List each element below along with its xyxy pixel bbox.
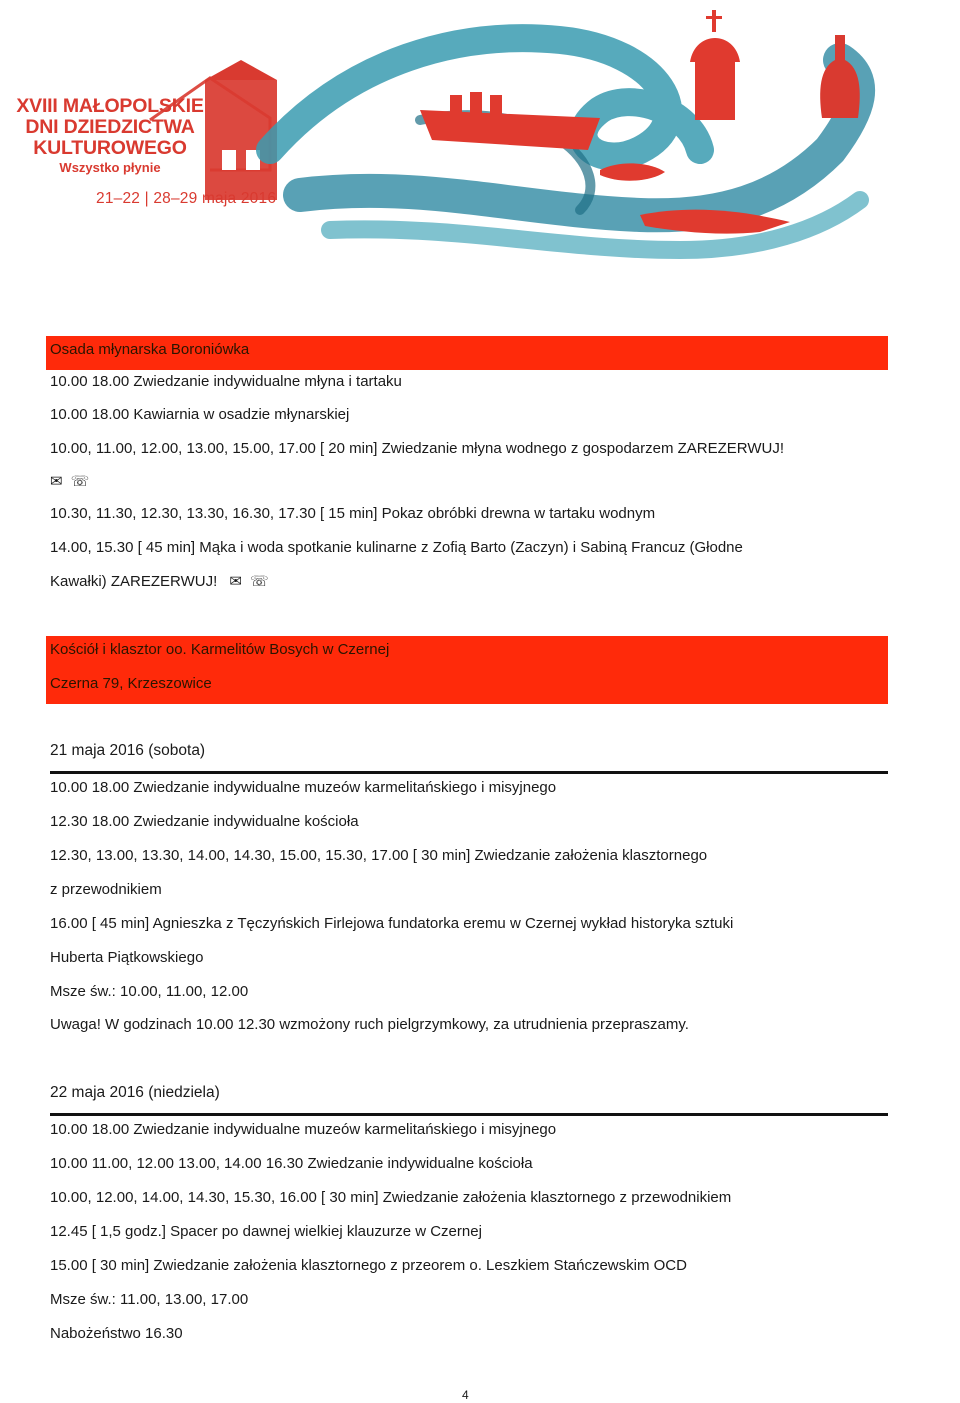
- day-heading-saturday: 21 maja 2016 (sobota): [50, 742, 206, 759]
- contact-icons: [50, 472, 97, 491]
- schedule-line: Msze św.: 10.00, 11.00, 12.00: [50, 983, 249, 1000]
- mail-icon[interactable]: ✉: [229, 572, 242, 590]
- schedule-line: 14.00, 15.30 [ 45 min] Mąka i woda spotkanie kulinarne z Zofią Barto (Zaczyn) i Sabiną Francuz (Głodne: [50, 539, 743, 556]
- schedule-line: 12.45 [ 1,5 godz.] Spacer po dawnej wielkiej klauzurze w Czernej: [50, 1223, 482, 1240]
- festival-title-line-2: DNI DZIEDZICTWA: [25, 116, 195, 138]
- festival-title-line-3: KULTUROWEGO: [33, 137, 187, 159]
- schedule-line: 10.00 18.00 Kawiarnia w osadzie młynarskiej: [50, 406, 350, 423]
- schedule-line: 12.30, 13.00, 13.30, 14.00, 14.30, 15.00, 15.30, 17.00 [ 30 min] Zwiedzanie założenia klasztornego: [50, 847, 708, 864]
- festival-banner: [0, 0, 960, 300]
- schedule-line: 10.00 18.00 Zwiedzanie indywidualne muzeów karmelitańskiego i misyjnego: [50, 779, 557, 796]
- schedule-line: 10.00 18.00 Zwiedzanie indywidualne młyna i tartaku: [50, 373, 402, 390]
- schedule-line: 16.00 [ 45 min] Agnieszka z Tęczyńskich Firlejowa fundatorka eremu w Czernej wykład historyka sztuki: [50, 915, 734, 932]
- schedule-line: z przewodnikiem: [50, 881, 162, 898]
- phone-icon[interactable]: ☏: [250, 572, 269, 590]
- section-address: Czerna 79, Krzeszowice: [50, 675, 212, 692]
- divider: [50, 771, 888, 774]
- schedule-line: 12.30 18.00 Zwiedzanie indywidualne kościoła: [50, 813, 359, 830]
- schedule-line: Msze św.: 11.00, 13.00, 17.00: [50, 1291, 249, 1308]
- schedule-line: Nabożeństwo 16.30: [50, 1325, 183, 1342]
- schedule-line-with-icons: [50, 572, 277, 591]
- section-title: Osada młynarska Boroniówka: [50, 341, 250, 358]
- phone-icon[interactable]: ☏: [70, 472, 90, 490]
- section-title: Kościół i klasztor oo. Karmelitów Bosych w Czernej: [50, 641, 390, 658]
- schedule-line: Uwaga! W godzinach 10.00 12.30 wzmożony ruch pielgrzymkowy, za utrudnienia przepraszamy.: [50, 1016, 689, 1033]
- section-header-czerna: [46, 636, 888, 704]
- festival-dates: 21–22 | 28–29 maja 2016: [96, 190, 277, 207]
- schedule-line: Kawałki) ZAREZERWUJ!: [50, 573, 218, 590]
- schedule-line: 10.00, 11.00, 12.00, 13.00, 15.00, 17.00 [ 20 min] Zwiedzanie młyna wodnego z gospodarzem ZAREZERWUJ!: [50, 440, 785, 457]
- festival-subtitle: Wszystko płynie: [59, 160, 161, 175]
- schedule-line: Huberta Piątkowskiego: [50, 949, 204, 966]
- festival-title: [10, 96, 210, 175]
- page-number: 4: [462, 1388, 469, 1402]
- festival-title-line-1: XVIII MAŁOPOLSKIE: [16, 95, 204, 117]
- schedule-line: 10.00 11.00, 12.00 13.00, 14.00 16.30 Zwiedzanie indywidualne kościoła: [50, 1155, 533, 1172]
- schedule-line: 10.00 18.00 Zwiedzanie indywidualne muzeów karmelitańskiego i misyjnego: [50, 1121, 557, 1138]
- schedule-line: 15.00 [ 30 min] Zwiedzanie założenia klasztornego z przeorem o. Leszkiem Stańczewskim OCD: [50, 1257, 687, 1274]
- day-heading-sunday: 22 maja 2016 (niedziela): [50, 1084, 220, 1101]
- schedule-line: 10.00, 12.00, 14.00, 14.30, 15.30, 16.00 [ 30 min] Zwiedzanie założenia klasztornego z przewodnikiem: [50, 1189, 732, 1206]
- divider: [50, 1113, 888, 1116]
- mail-icon[interactable]: ✉: [50, 472, 63, 490]
- section-header-boroniowka: [46, 336, 888, 370]
- schedule-line: 10.30, 11.30, 12.30, 13.30, 16.30, 17.30 [ 15 min] Pokaz obróbki drewna w tartaku wodnym: [50, 505, 656, 522]
